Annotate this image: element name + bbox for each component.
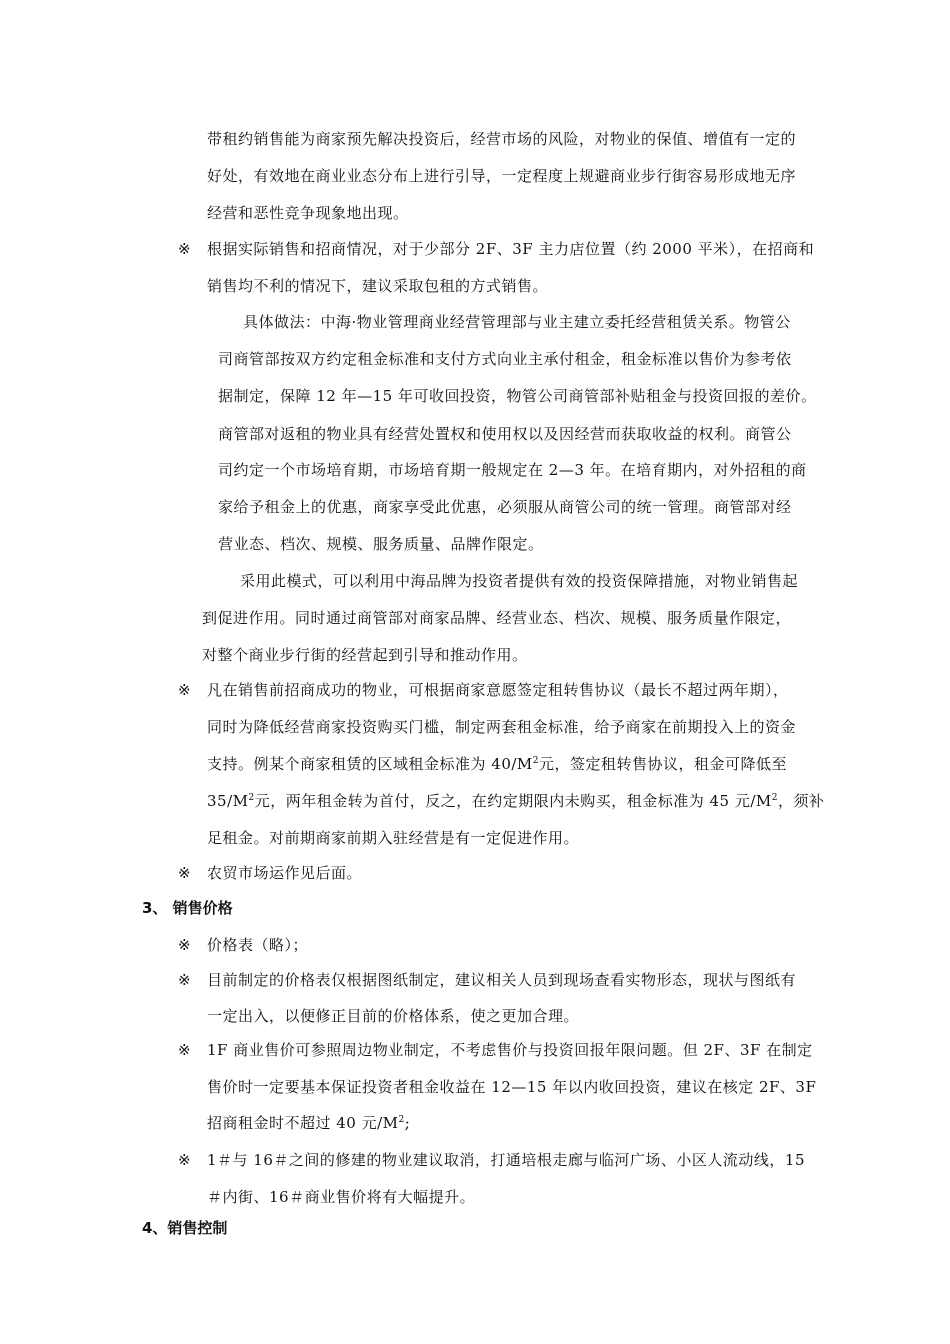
section-heading: 4、销售控制 — [142, 1219, 228, 1237]
text-line: 具体做法：中海·物业管理商业经营管理部与业主建立委托经营租赁关系。物管公 — [243, 313, 791, 331]
section-heading: 3、 销售价格 — [142, 899, 233, 917]
text-run: 支持。例某个商家租赁的区域租金标准为 40/M — [207, 755, 533, 773]
text-line — [207, 754, 787, 774]
reference-mark-icon: ※ — [178, 864, 191, 882]
reference-mark-icon: ※ — [178, 1151, 191, 1169]
reference-mark-icon: ※ — [178, 1041, 191, 1059]
text-run: ; — [404, 1114, 411, 1132]
reference-mark-icon: ※ — [178, 240, 191, 258]
text-line: 经营和恶性竞争现象地出现。 — [207, 204, 409, 222]
text-line: 价格表（略）； — [207, 936, 309, 954]
reference-mark-icon: ※ — [178, 681, 191, 699]
text-line: 目前制定的价格表仅根据图纸制定，建议相关人员到现场查看实物形态，现状与图纸有 — [207, 971, 797, 989]
text-line: 1＃与 16＃之间的修建的物业建议取消，打通培根走廊与临河广场、小区人流动线，15 — [207, 1151, 805, 1169]
text-run: 元，两年租金转为首付，反之，在约定期限内未购买，租金标准为 45 元/M — [254, 792, 772, 810]
superscript: 2 — [771, 793, 779, 803]
text-line: 根据实际销售和招商情况，对于少部分 2F、3F 主力店位置（约 2000 平米），在招商和 — [207, 240, 815, 258]
text-line: 司商管部按双方约定租金标准和支付方式向业主承付租金，租金标准以售价为参考依 — [218, 350, 792, 368]
text-line: 司约定一个市场培育期，市场培育期一般规定在 2—3 年。在培育期内，对外招租的商 — [218, 461, 807, 479]
reference-mark-icon: ※ — [178, 971, 191, 989]
text-line: ＃内街、16＃商业售价将有大幅提升。 — [207, 1188, 476, 1206]
text-line: 到促进作用。同时通过商管部对商家品牌、经营业态、档次、规模、服务质量作限定， — [202, 609, 792, 627]
text-line: 售价时一定要基本保证投资者租金收益在 12—15 年以内收回投资，建议在核定 2F、3F — [207, 1078, 817, 1096]
text-line: 足租金。对前期商家前期入驻经营是有一定促进作用。 — [207, 829, 580, 847]
text-line: 好处，有效地在商业业态分布上进行引导，一定程度上规避商业步行街容易形成地无序 — [207, 167, 797, 185]
text-line — [207, 791, 825, 811]
text-line: 商管部对返租的物业具有经营处置权和使用权以及因经营而获取收益的权利。商管公 — [218, 425, 792, 443]
text-line — [207, 1113, 410, 1133]
text-run: 35/M — [207, 792, 249, 810]
superscript: 2 — [398, 1115, 405, 1125]
text-line: 1F 商业售价可参照周边物业制定，不考虑售价与投资回报年限问题。但 2F、3F 在制定 — [207, 1041, 813, 1059]
reference-mark-icon: ※ — [178, 936, 191, 954]
text-line: 带租约销售能为商家预先解决投资后，经营市场的风险，对物业的保值、增值有一定的 — [207, 130, 797, 148]
text-line: 家给予租金上的优惠，商家享受此优惠，必须服从商管公司的统一管理。商管部对经 — [218, 498, 792, 516]
text-line: 采用此模式，可以利用中海品牌为投资者提供有效的投资保障措施，对物业销售起 — [240, 572, 799, 590]
text-line: 同时为降低经营商家投资购买门槛，制定两套租金标准，给予商家在前期投入上的资金 — [207, 718, 797, 736]
text-line: 一定出入，以便修正目前的价格体系，使之更加合理。 — [207, 1007, 580, 1025]
text-run: 招商租金时不超过 40 元/M — [207, 1114, 399, 1132]
text-line: 销售均不利的情况下，建议采取包租的方式销售。 — [207, 277, 549, 295]
text-line: 对整个商业步行街的经营起到引导和推动作用。 — [202, 646, 528, 664]
superscript: 2 — [532, 756, 540, 766]
text-line: 凡在销售前招商成功的物业，可根据商家意愿签定租转售协议（最长不超过两年期）， — [207, 681, 789, 699]
text-line: 营业态、档次、规模、服务质量、品牌作限定。 — [218, 535, 544, 553]
text-line: 农贸市场运作见后面。 — [207, 864, 363, 882]
text-run: 元，签定租转售协议，租金可降低至 — [539, 755, 788, 773]
superscript: 2 — [248, 793, 255, 803]
text-run: ，须补 — [778, 792, 825, 810]
text-line: 据制定，保障 12 年—15 年可收回投资，物管公司商管部补贴租金与投资回报的差价。 — [218, 387, 817, 405]
